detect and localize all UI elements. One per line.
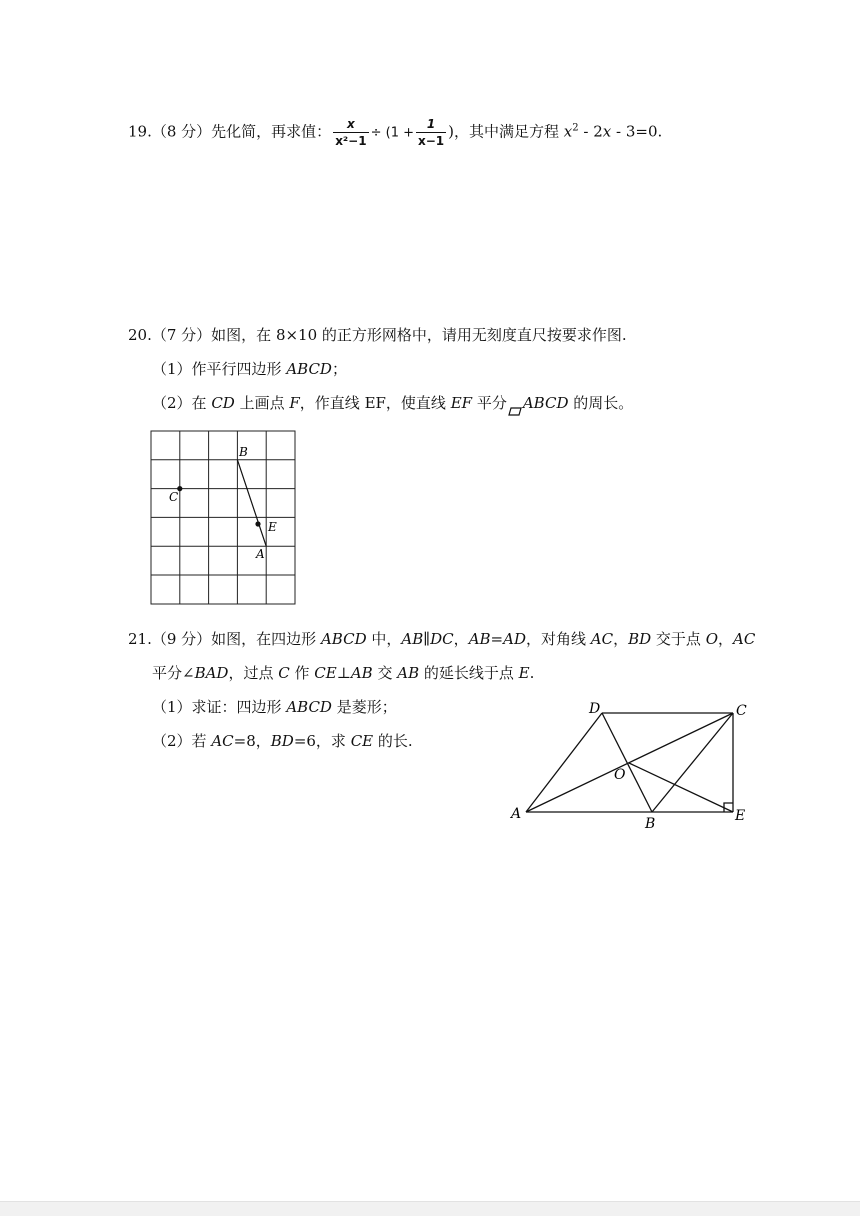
- q19-number: 19.: [128, 122, 152, 141]
- q21-l1-d: AB∥DC: [401, 630, 454, 648]
- label-e: E: [735, 808, 746, 824]
- q21-score: （9 分）: [151, 630, 212, 648]
- q21-l1-j: AC: [590, 630, 614, 648]
- q21-part2: [152, 730, 413, 752]
- q19-frac2-numerator: 1: [416, 116, 446, 133]
- q20-line: [128, 324, 627, 346]
- q21-l2-k: 的延长线于点: [419, 664, 519, 682]
- q20-part2-f: F: [289, 394, 300, 412]
- q19-div-open: ÷ (1 +: [370, 125, 414, 141]
- q19-close: )，其中满足方程: [448, 122, 560, 141]
- q21-l1-o: ，: [718, 630, 734, 648]
- q21-part1-a: （1）求证：四边形: [152, 698, 287, 716]
- q19-score: （8 分）: [151, 122, 212, 141]
- q21-l1-i: ，对角线: [525, 630, 591, 648]
- label-c: C: [169, 490, 179, 504]
- q19-fraction-2: [416, 116, 446, 149]
- label-b: B: [239, 445, 248, 459]
- label-d: D: [589, 701, 601, 717]
- q21-part2-b: AC: [211, 732, 234, 750]
- q20-part2-text-g: 平分: [472, 394, 507, 412]
- q19-frac1-denominator: x²−1: [335, 134, 367, 148]
- q21-line2: [152, 662, 534, 684]
- q21-l2-e: 作: [289, 664, 315, 682]
- q20-part1-abcd: ABCD: [286, 360, 332, 378]
- q21-l2-m: .: [529, 664, 535, 682]
- q21-l2-d: C: [278, 664, 290, 682]
- q21-l1-m: 交于点: [651, 630, 706, 648]
- q21-l1-p: AC: [733, 630, 756, 648]
- q21-l1-a: 如图，在四边形: [211, 630, 321, 648]
- q21-l2-g: ⊥: [336, 664, 351, 682]
- q20-grid-figure: [148, 428, 300, 610]
- q19-eq-rest2: - 3=0.: [611, 122, 663, 141]
- q19-eq-exponent: 2: [572, 122, 579, 134]
- q21-part2-d: BD: [270, 732, 294, 750]
- q20-part2-cd: CD: [211, 394, 235, 412]
- q21-l1-g: =: [490, 630, 504, 648]
- page-footer-bar: [0, 1201, 860, 1216]
- q21-part1-c: 是菱形；: [331, 698, 397, 716]
- q21-part1: [152, 696, 397, 718]
- q20-part2-text-i: 的周长。: [568, 394, 634, 412]
- label-a: A: [511, 806, 522, 822]
- q21-l1-k: ，: [613, 630, 629, 648]
- q20-part2-text-a: （2）在: [152, 394, 212, 412]
- q21-l2-l: E: [518, 664, 530, 682]
- q21-l1-h: AD: [503, 630, 526, 648]
- q20-text: 如图，在 8×10 的正方形网格中，请用无刻度直尺按要求作图.: [211, 326, 627, 344]
- diagonal-bd: [602, 713, 652, 812]
- q21-part2-f: CE: [350, 732, 374, 750]
- segment-oe: [629, 763, 733, 812]
- parallelogram-symbol-icon: [508, 400, 522, 409]
- segment-ab: [237, 460, 266, 546]
- q21-l2-a: 平分∠: [152, 664, 195, 682]
- q20-part2-ef: EF: [450, 394, 473, 412]
- q20-part1-end: ；: [331, 360, 347, 378]
- q21-line1: [128, 628, 755, 650]
- segment-bc: [652, 713, 733, 812]
- q20-part2-text-e: ，作直线 EF，使直线: [299, 394, 451, 412]
- q21-l2-f: CE: [314, 664, 337, 682]
- q20-part2-text-c: 上画点: [234, 394, 290, 412]
- q21-part2-e: =6，求: [293, 732, 351, 750]
- q19-fraction-1: [333, 116, 368, 149]
- q20-part1-text: （1）作平行四边形: [152, 360, 287, 378]
- q20-part2: [152, 392, 633, 414]
- q21-rhombus-figure: [505, 695, 765, 835]
- q21-part2-g: 的长.: [373, 732, 413, 750]
- q21-l2-c: ，过点: [228, 664, 279, 682]
- q21-l2-j: AB: [397, 664, 420, 682]
- segment-ad: [526, 713, 602, 812]
- q21-part2-a: （2）若: [152, 732, 212, 750]
- q21-l1-l: BD: [628, 630, 652, 648]
- q19-intro: 先化简，再求值：: [211, 122, 332, 141]
- q21-number: 21.: [128, 630, 152, 648]
- q21-l2-i: 交: [372, 664, 398, 682]
- q20-score: （7 分）: [151, 326, 212, 344]
- q19-eq-x2: x: [602, 122, 612, 141]
- point-e: [255, 521, 260, 526]
- q20-part1: [152, 358, 347, 380]
- label-o: O: [614, 767, 626, 783]
- label-e: E: [268, 520, 277, 534]
- q19-frac2-denominator: x−1: [418, 134, 445, 148]
- q21-l1-e: ，: [453, 630, 469, 648]
- q21-l1-c: 中，: [366, 630, 402, 648]
- q20-part2-abcd: ABCD: [522, 394, 569, 412]
- q20-number: 20.: [128, 326, 152, 344]
- grid-lines: [151, 431, 295, 604]
- q21-part1-b: ABCD: [286, 698, 332, 716]
- q19-frac1-numerator: x: [333, 116, 368, 133]
- q21-l1-b: ABCD: [320, 630, 367, 648]
- label-c: C: [736, 703, 747, 719]
- q19-eq-rest1: - 2: [578, 122, 603, 141]
- label-a: A: [256, 547, 265, 561]
- q21-l1-n: O: [705, 630, 719, 648]
- q19-line: [128, 116, 662, 149]
- q21-l2-b: BAD: [194, 664, 229, 682]
- q19-eq-x: x: [563, 122, 573, 141]
- q21-l2-h: AB: [350, 664, 373, 682]
- label-b: B: [645, 816, 656, 832]
- q21-part2-c: =8，: [233, 732, 271, 750]
- q21-l1-f: AB: [468, 630, 491, 648]
